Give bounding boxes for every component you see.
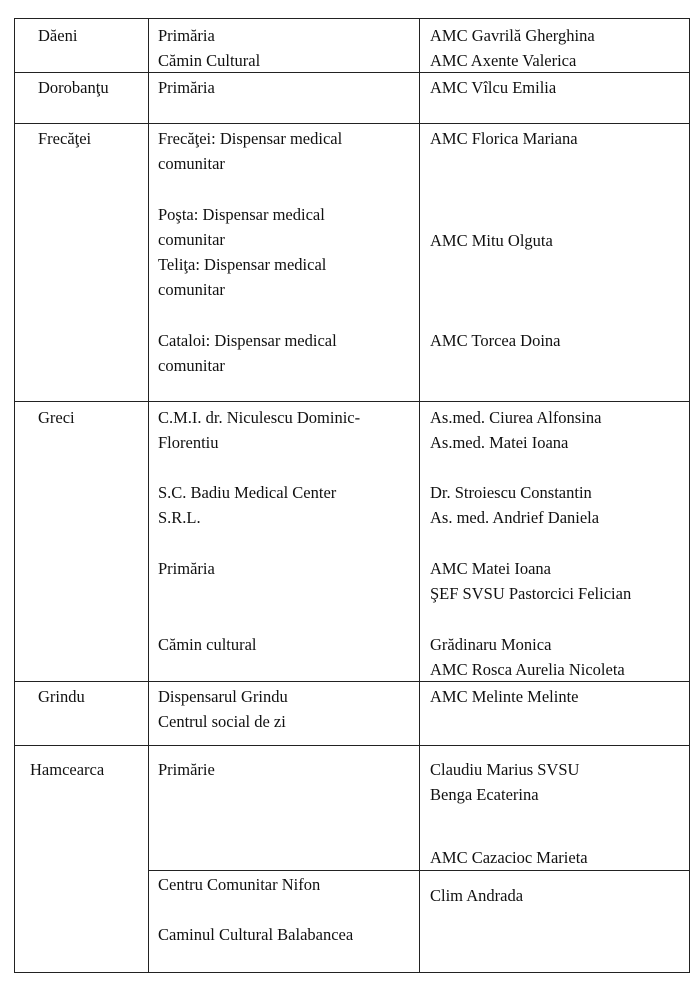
staff-line: Dr. Stroiescu Constantin	[430, 483, 592, 502]
staff-line: AMC Vîlcu Emilia	[430, 78, 557, 97]
locality-cell: Dăeni	[38, 26, 78, 45]
site-line: Frecăţei: Dispensar medical	[158, 129, 343, 148]
staff-line: As.med. Ciurea Alfonsina	[430, 408, 602, 427]
site-line: Centru Comunitar Nifon	[158, 875, 321, 894]
locality-cell: Greci	[38, 408, 75, 427]
site-line: Cămin cultural	[158, 635, 257, 654]
table-border-bottom	[14, 972, 690, 973]
staff-line: AMC Rosca Aurelia Nicoleta	[430, 660, 625, 679]
staff-line: AMC Torcea Doina	[430, 331, 561, 350]
staff-line: AMC Florica Mariana	[430, 129, 578, 148]
site-line: Primăria	[158, 78, 215, 97]
locality-cell: Dorobanţu	[38, 78, 109, 97]
row-divider-2	[14, 123, 690, 124]
staff-line: AMC Axente Valerica	[430, 51, 577, 70]
staff-line: As. med. Andrief Daniela	[430, 508, 600, 527]
site-line: Teliţa: Dispensar medical	[158, 255, 327, 274]
staff-line: ŞEF SVSU Pastorcici Felician	[430, 584, 632, 603]
staff-line: AMC Cazacioc Marieta	[430, 848, 588, 867]
staff-line: Benga Ecaterina	[430, 785, 539, 804]
site-line: comunitar	[158, 230, 225, 249]
site-line: Cataloi: Dispensar medical	[158, 331, 337, 350]
locality-cell: Grindu	[38, 687, 85, 706]
row-divider-5	[14, 745, 690, 746]
site-line: Centrul social de zi	[158, 712, 286, 731]
locality-cell: Frecăţei	[38, 129, 92, 148]
site-line: Florentiu	[158, 433, 219, 452]
site-line: Poşta: Dispensar medical	[158, 205, 325, 224]
site-line: comunitar	[158, 154, 225, 173]
site-line: comunitar	[158, 356, 225, 375]
site-line: Dispensarul Grindu	[158, 687, 288, 706]
site-line: Primărie	[158, 760, 215, 779]
table-border-left	[14, 18, 15, 973]
locality-cell: Hamcearca	[30, 760, 105, 779]
staff-line: AMC Matei Ioana	[430, 559, 551, 578]
site-line: S.R.L.	[158, 508, 201, 527]
site-line: Primăria	[158, 26, 215, 45]
staff-line: As.med. Matei Ioana	[430, 433, 569, 452]
table-border-top	[14, 18, 690, 19]
site-line: comunitar	[158, 280, 225, 299]
site-line: Primăria	[158, 559, 215, 578]
site-line: Cămin Cultural	[158, 51, 261, 70]
staff-line: Clim Andrada	[430, 886, 524, 905]
site-line: Caminul Cultural Balabancea	[158, 925, 354, 944]
column-divider-1	[148, 18, 149, 973]
site-line: S.C. Badiu Medical Center	[158, 483, 337, 502]
staff-line: AMC Mitu Olguta	[430, 231, 553, 250]
column-divider-2	[419, 18, 420, 973]
table-border-right	[689, 18, 690, 973]
site-line: C.M.I. dr. Niculescu Dominic-	[158, 408, 361, 427]
hamcearca-inner-divider	[148, 870, 689, 871]
staff-line: Grădinaru Monica	[430, 635, 552, 654]
row-divider-1	[14, 72, 690, 73]
staff-line: AMC Gavrilă Gherghina	[430, 26, 595, 45]
row-divider-3	[14, 401, 690, 402]
staff-line: Claudiu Marius SVSU	[430, 760, 580, 779]
staff-line: AMC Melinte Melinte	[430, 687, 579, 706]
